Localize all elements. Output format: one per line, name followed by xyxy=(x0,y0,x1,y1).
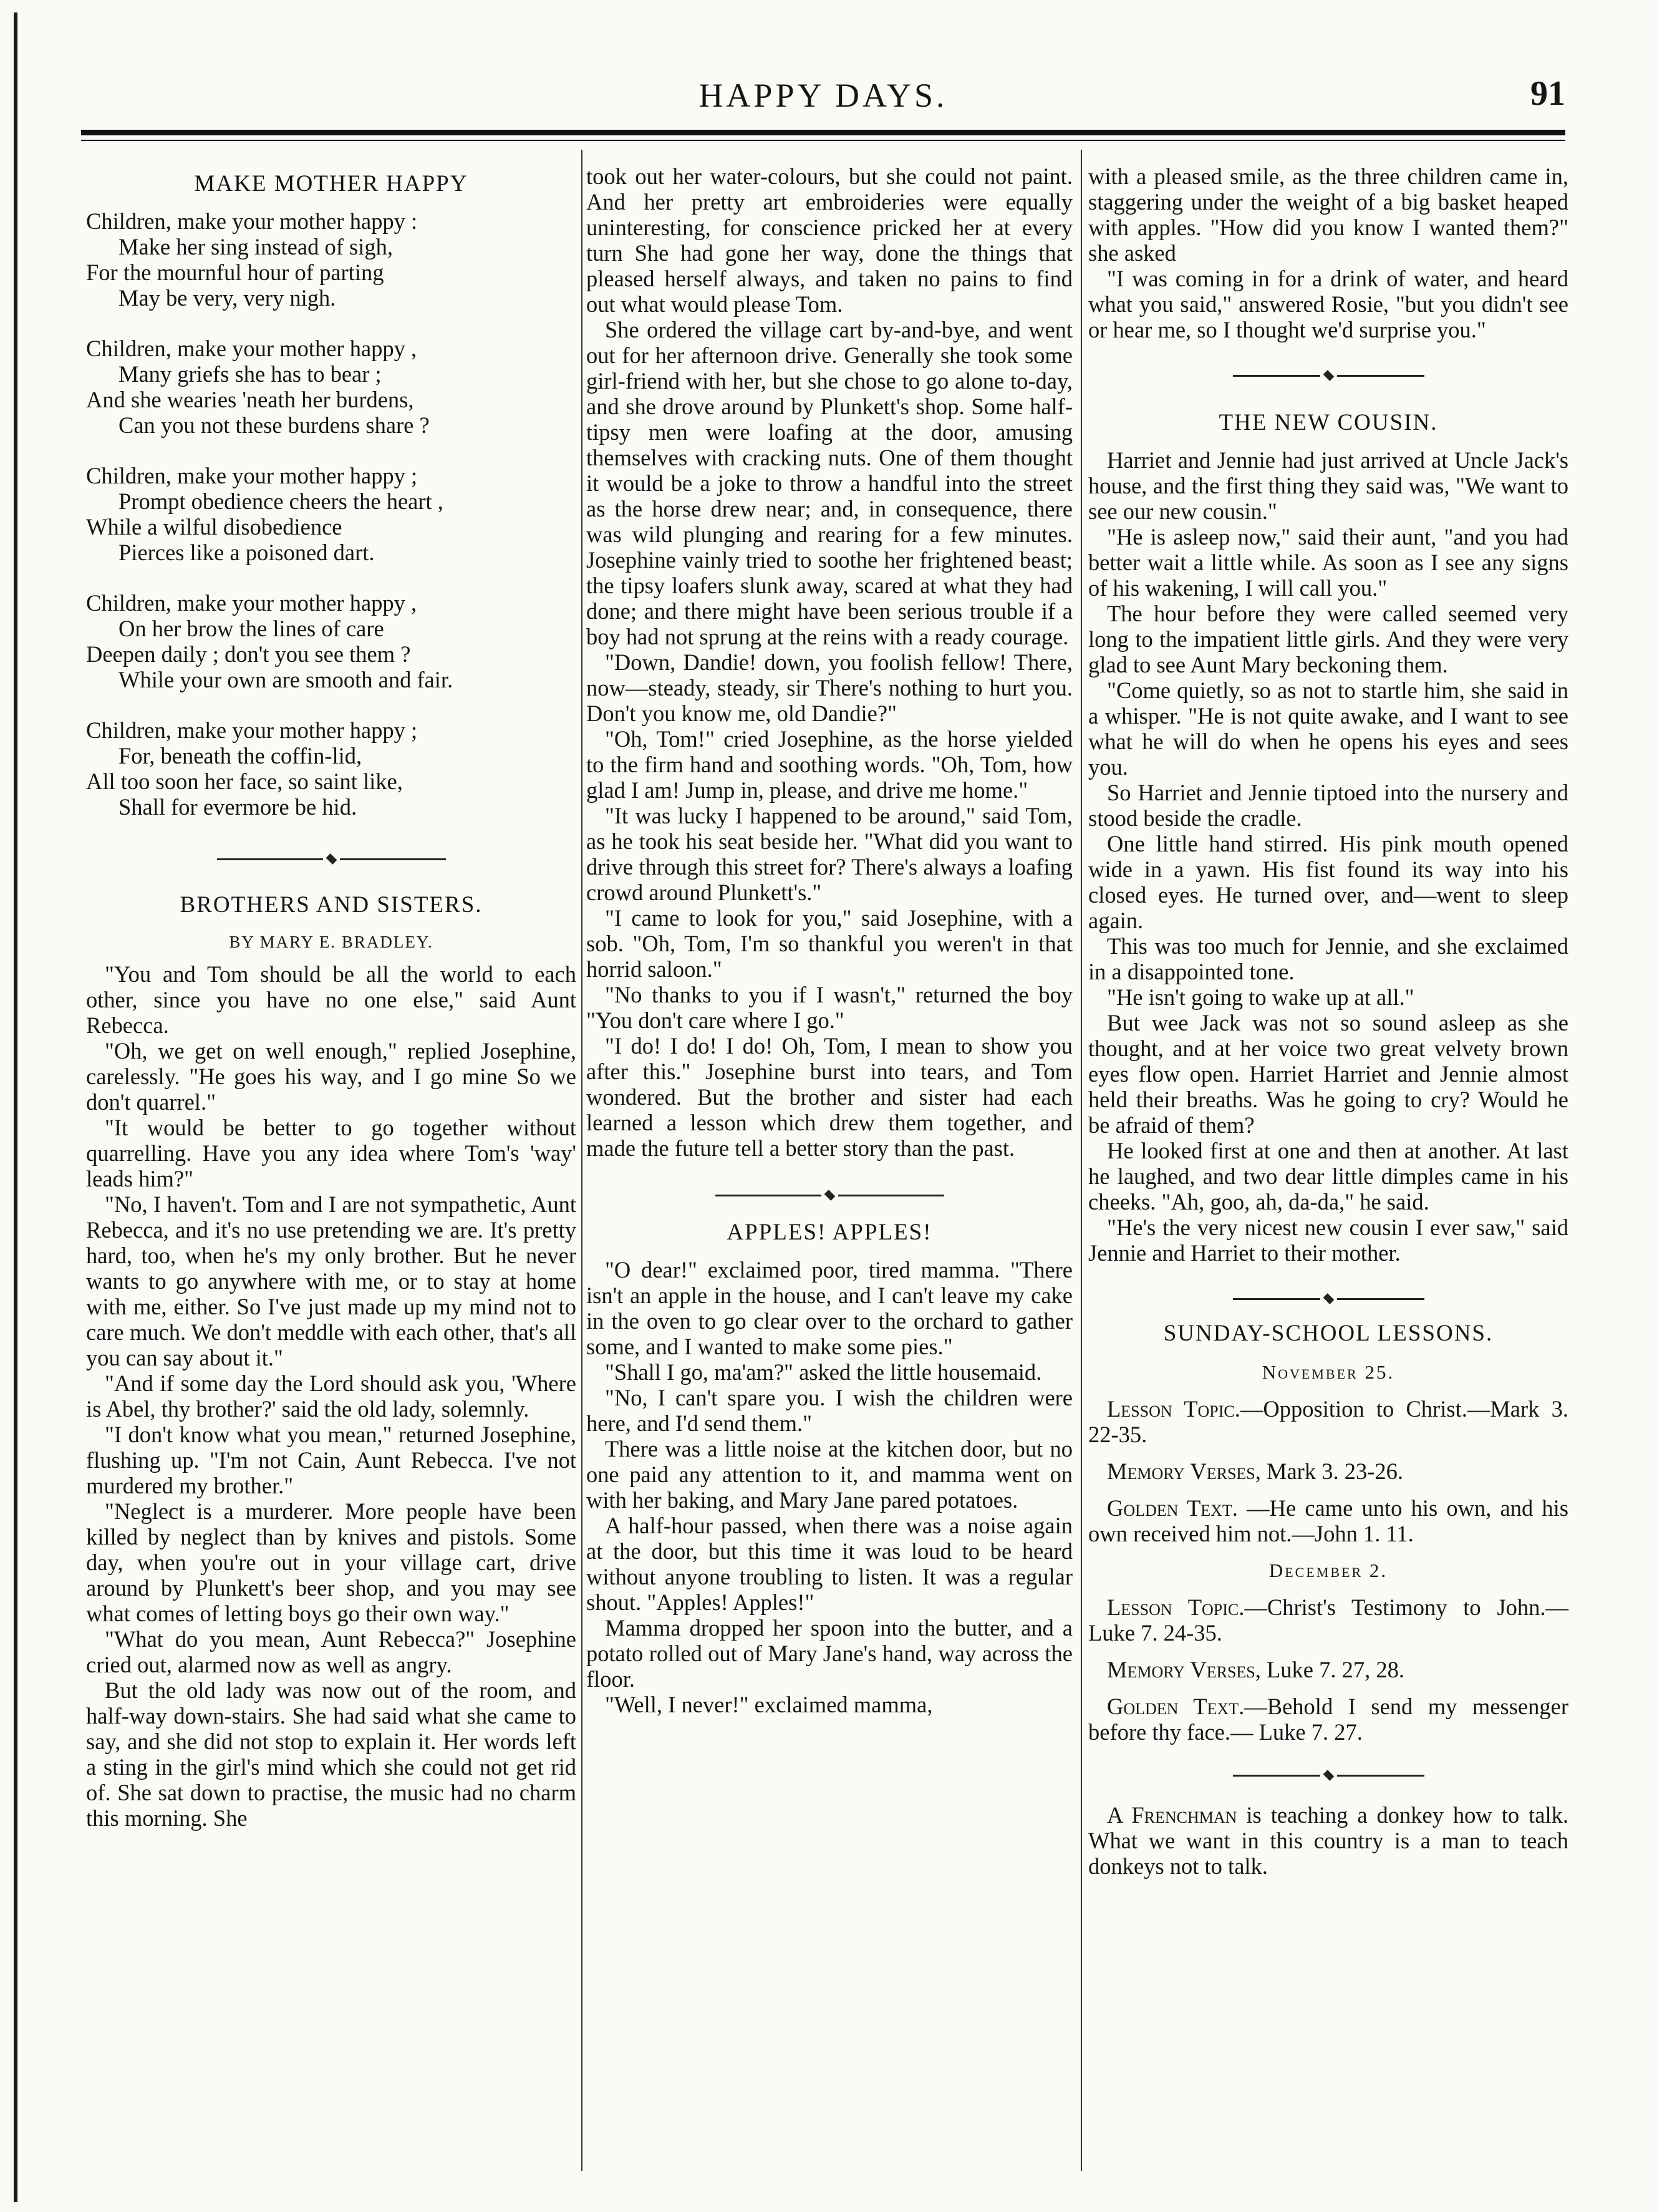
poem-line: While a wilful disobedience xyxy=(86,514,342,540)
cousin-paragraph: "He isn't going to wake up at all." xyxy=(1107,984,1414,1010)
column-1 xyxy=(86,163,576,1831)
lesson-2-verses xyxy=(1088,1657,1568,1682)
cousin-paragraph: So Harriet and Jennie tiptoed into the nursery and stood beside the cradle. xyxy=(1088,780,1568,831)
lesson-2-topic xyxy=(1088,1594,1568,1646)
frenchman-lead: A Frenchman xyxy=(1107,1802,1237,1828)
story-title: BROTHERS AND SISTERS. xyxy=(180,892,483,918)
poem-stanza xyxy=(86,208,576,311)
column-separator xyxy=(1081,150,1082,2171)
story-text-col2 xyxy=(586,163,1073,1161)
section-divider xyxy=(1088,1761,1568,1790)
byline: BY MARY E. BRADLEY. xyxy=(229,933,433,951)
poem-line: And she wearies 'neath her burdens, xyxy=(86,387,414,412)
lessons-title: SUNDAY-SCHOOL LESSONS. xyxy=(1163,1321,1494,1346)
story-paragraph: She ordered the village cart by-and-bye, and went out for her afternoon drive. Generally she took some girl-friend with her, but she chose to go alone to-day, and she drove around by Plunkett's shop. Some half-tipsy men were loafing at the door, amusing themselves with cracking nuts. One of them thought it would be a joke to throw a handful into the street as the horse drew near; and, in consequence, there was wild plunging and rearing for a few minutes. Josephine vainly tried to soothe her frightened beast; the tipsy loafers slunk away, scared at what they had done; and there might have been serious trouble if a boy had not sprung at the reins with a ready courage. xyxy=(586,317,1073,649)
frenchman-paragraph xyxy=(1088,1802,1568,1879)
poem-line: May be very, very nigh. xyxy=(118,285,336,311)
poem-line: Deepen daily ; don't you see them ? xyxy=(86,641,411,667)
poem-line: Children, make your mother happy , xyxy=(86,590,417,616)
lesson-value: —Opposition to Christ.—Mark 3. 22-35. xyxy=(1088,1396,1568,1447)
poem-stanza xyxy=(86,590,576,692)
header-rule-thin xyxy=(81,140,1565,141)
section-divider xyxy=(86,845,576,873)
cousin-title: THE NEW COUSIN. xyxy=(1219,410,1438,435)
column-separator xyxy=(581,150,582,2171)
story-paragraph: "Oh, Tom!" cried Josephine, as the horse yielded to the firm hand and soothing words. "Oh, Tom, how glad I am! Jump in, please, and drive me home." xyxy=(586,726,1073,803)
lesson-value: —Christ's Testimony to John.—Luke 7. 24-35. xyxy=(1088,1594,1568,1646)
story-paragraph: "I came to look for you," said Josephine, with a sob. "Oh, Tom, I'm so thankful you weren't in that horrid saloon." xyxy=(586,905,1073,982)
apples-paragraph: with a pleased smile, as the three children came in, staggering under the weight of a big basket heaped with apples. "How did you know I wanted them?" she asked xyxy=(1088,163,1568,266)
poem-line: Can you not these burdens share ? xyxy=(118,412,430,438)
apples-paragraph: "Shall I go, ma'am?" asked the little housemaid. xyxy=(605,1359,1042,1385)
lesson-label: Memory Verses, xyxy=(1107,1657,1261,1682)
poem-line: For, beneath the coffin-lid, xyxy=(118,743,362,769)
story-paragraph: "Down, Dandie! down, you foolish fellow! There, now—steady, steady, sir There's nothing to hurt you. Don't you know me, old Dandie?" xyxy=(586,649,1073,726)
story-paragraph: "What do you mean, Aunt Rebecca?" Josephine cried out, alarmed now as well as angry. xyxy=(86,1626,576,1677)
lesson-1-golden-text xyxy=(1088,1495,1568,1546)
lesson-label: Golden Text. xyxy=(1107,1694,1245,1719)
lesson-date-1: November 25. xyxy=(1262,1361,1395,1383)
story-paragraph: "I do! I do! I do! Oh, Tom, I mean to show you after this." Josephine burst into tears, and Tom wondered. But the brother and sister had each learned a lesson which drew them together, and made the future tell a better story than the past. xyxy=(586,1033,1073,1161)
apples-text-col2 xyxy=(586,1257,1073,1717)
poem-line: Children, make your mother happy ; xyxy=(86,463,418,488)
apples-paragraph: "O dear!" exclaimed poor, tired mamma. "There isn't an apple in the house, and I can't leave my cake in the oven to go clear over to the orchard to gather some, and I wanted to make some pies." xyxy=(586,1257,1073,1359)
poem-line: Children, make your mother happy , xyxy=(86,336,417,361)
lesson-value: —Behold I send my messenger before thy face.— Luke 7. 27. xyxy=(1088,1694,1568,1745)
section-divider xyxy=(1088,1284,1568,1313)
cousin-paragraph: This was too much for Jennie, and she exclaimed in a disappointed tone. xyxy=(1088,933,1568,984)
cousin-text xyxy=(1088,447,1568,1266)
cousin-paragraph: "Come quietly, so as not to startle him, she said in a whisper. "He is not quite awake, and I want to see what he will do when he opens his eyes and sees you. xyxy=(1088,677,1568,780)
story-paragraph: took out her water-colours, but she could not paint. And her pretty art embroideries were equally uninteresting, for conscience pricked her at every turn She had gone her way, done the things that pleased herself always, and taken no pains to find out what would please Tom. xyxy=(586,163,1073,317)
frenchman-text: is teaching a donkey how to talk. What we want in this country is a man to teach donkeys not to talk. xyxy=(1088,1802,1568,1879)
apples-title: APPLES! APPLES! xyxy=(727,1220,932,1245)
lesson-label: Lesson Topic. xyxy=(1107,1396,1240,1422)
cousin-paragraph: "He's the very nicest new cousin I ever saw," said Jennie and Harriet to their mother. xyxy=(1088,1215,1568,1266)
section-divider xyxy=(1088,361,1568,390)
lesson-1-topic xyxy=(1088,1396,1568,1447)
left-margin-rule xyxy=(14,12,17,2202)
story-paragraph: But the old lady was now out of the room, and half-way down-stairs. She had said what she came to say, and she did not stop to explain it. Her words left a sting in the girl's mind which she could not get rid of. She sat down to practise, the music had no charm this morning. She xyxy=(86,1677,576,1831)
lesson-date-2: December 2. xyxy=(1268,1560,1388,1581)
cousin-paragraph: One little hand stirred. His pink mouth opened wide in a yawn. His fist found its way into his closed eyes. He turned over, and—went to sleep again. xyxy=(1088,831,1568,933)
apples-paragraph: "No, I can't spare you. I wish the children were here, and I'd send them." xyxy=(586,1385,1073,1436)
apples-paragraph: A half-hour passed, when there was a noise again at the door, but this time it was loud to be heard without anyone troubling to listen. It was a regular shout. "Apples! Apples!" xyxy=(586,1513,1073,1615)
apples-paragraph: Mamma dropped her spoon into the butter, and a potato rolled out of Mary Jane's hand, way across the floor. xyxy=(586,1615,1073,1692)
lesson-label: Memory Verses, xyxy=(1107,1458,1261,1484)
cousin-paragraph: "He is asleep now," said their aunt, "and you had better wait a little while. As soon as I see any signs of his wakening, I will call you." xyxy=(1088,524,1568,601)
apples-paragraph: There was a little noise at the kitchen door, but no one paid any attention to it, and mamma went on with her baking, and Mary Jane pared potatoes. xyxy=(586,1436,1073,1513)
poem xyxy=(86,208,576,820)
page-header xyxy=(81,69,1565,137)
section-divider xyxy=(586,1181,1073,1210)
poem-line: Shall for evermore be hid. xyxy=(118,794,357,820)
poem-line: Children, make your mother happy ; xyxy=(86,717,418,743)
story-paragraph: "No, I haven't. Tom and I are not sympathetic, Aunt Rebecca, and it's no use pretending we are. It's pretty hard, too, when he's my only brother. But he never wants to go anywhere with me, or to stay at home with me, either. So I've just made up my mind not to care much. We don't meddle with each other, that's all you can say about it." xyxy=(86,1191,576,1370)
story-paragraph: "It would be better to go together without quarrelling. Have you any idea where Tom's 'way' leads him?" xyxy=(86,1115,576,1191)
poem-line: Many griefs she has to bear ; xyxy=(118,361,382,387)
lesson-label: Golden Text. xyxy=(1107,1495,1238,1521)
story-text-col1 xyxy=(86,961,576,1831)
apples-paragraph: "Well, I never!" exclaimed mamma, xyxy=(605,1692,933,1717)
apples-text-col3 xyxy=(1088,163,1568,342)
lesson-1-verses xyxy=(1088,1458,1568,1484)
poem-line: On her brow the lines of care xyxy=(118,616,384,641)
poem-stanza xyxy=(86,717,576,820)
lesson-value: Luke 7. 27, 28. xyxy=(1260,1657,1405,1682)
poem-stanza xyxy=(86,463,576,565)
poem-line: Prompt obedience cheers the heart , xyxy=(118,488,443,514)
cousin-paragraph: He looked first at one and then at another. At last he laughed, and two dear little dimples came in his cheeks. "Ah, goo, ah, da-da," he said. xyxy=(1088,1138,1568,1215)
lesson-2-golden-text xyxy=(1088,1694,1568,1745)
page-number: 91 xyxy=(1530,74,1565,113)
poem-title: MAKE MOTHER HAPPY xyxy=(194,171,468,196)
story-paragraph: "Neglect is a murderer. More people have been killed by neglect than by knives and pistols. Some day, when you're out in your village cart, drive around by Plunkett's beer shop, and you may see what comes of letting boys go their own way." xyxy=(86,1498,576,1626)
poem-line: While your own are smooth and fair. xyxy=(118,667,453,692)
poem-stanza xyxy=(86,336,576,438)
poem-line: Pierces like a poisoned dart. xyxy=(118,540,375,565)
header-rule-thick xyxy=(81,130,1565,135)
cousin-paragraph: But wee Jack was not so sound asleep as she thought, and at her voice two great velvety brown eyes flow open. Harriet Harriet and Jennie almost held their breaths. Was he going to cry? Would he be afraid of them? xyxy=(1088,1010,1568,1138)
cousin-paragraph: Harriet and Jennie had just arrived at Uncle Jack's house, and the first thing they said was, "We want to see our new cousin." xyxy=(1088,447,1568,524)
poem-line: Children, make your mother happy : xyxy=(86,208,418,234)
cousin-paragraph: The hour before they were called seemed very long to the impatient little girls. And they were very glad to see Aunt Mary beckoning them. xyxy=(1088,601,1568,677)
column-2 xyxy=(586,163,1073,1717)
lesson-value: Mark 3. 23-26. xyxy=(1260,1458,1403,1484)
story-paragraph: "No thanks to you if I wasn't," returned the boy "You don't care where I go." xyxy=(586,982,1073,1033)
poem-line: For the mournful hour of parting xyxy=(86,260,384,285)
story-paragraph: "It was lucky I happened to be around," said Tom, as he took his seat beside her. "What did you want to drive through this street for? There's always a loafing crowd around Plunkett's." xyxy=(586,803,1073,905)
lesson-value: —He came unto his own, and his own received him not.—John 1. 11. xyxy=(1088,1495,1568,1546)
lesson-label: Lesson Topic. xyxy=(1107,1594,1245,1620)
story-paragraph: "Oh, we get on well enough," replied Josephine, carelessly. "He goes his way, and I go mine So we don't quarrel." xyxy=(86,1038,576,1115)
poem-line: Make her sing instead of sigh, xyxy=(118,234,393,260)
story-paragraph: "You and Tom should be all the world to each other, since you have no one else," said Aunt Rebecca. xyxy=(86,961,576,1038)
poem-line: All too soon her face, so saint like, xyxy=(86,769,403,794)
story-paragraph: "I don't know what you mean," returned Josephine, flushing up. "I'm not Cain, Aunt Rebecca. I've not murdered my brother." xyxy=(86,1422,576,1498)
apples-paragraph: "I was coming in for a drink of water, and heard what you said," answered Rosie, "but you didn't see or hear me, so I thought we'd surprise you." xyxy=(1088,266,1568,342)
story-paragraph: "And if some day the Lord should ask you, 'Where is Abel, thy brother?' said the old lady, solemnly. xyxy=(86,1370,576,1422)
publication-title: HAPPY DAYS. xyxy=(698,77,948,114)
column-3 xyxy=(1088,163,1568,1879)
